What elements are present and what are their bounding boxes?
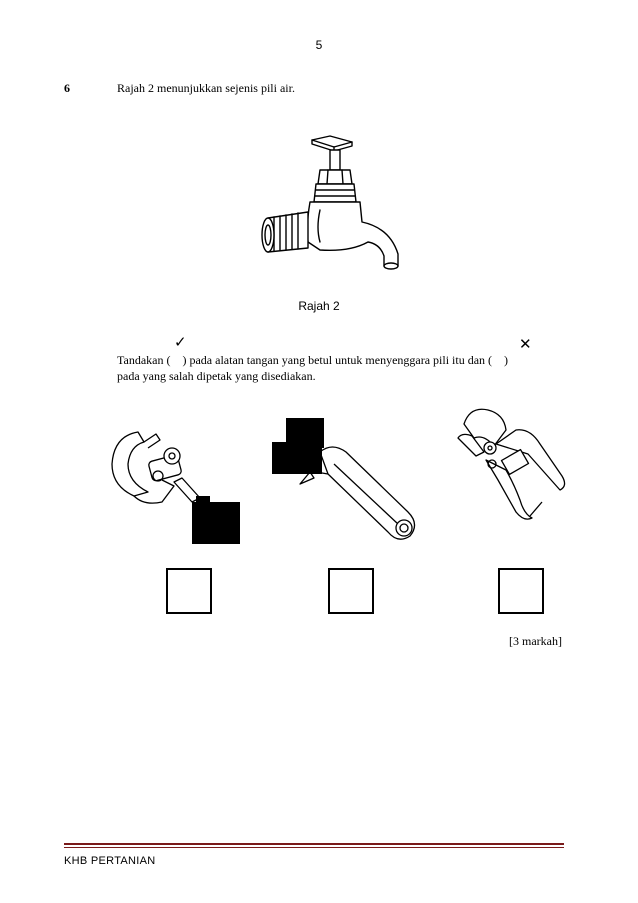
instruction-line-2: pada yang salah dipetak yang disediakan.: [117, 369, 316, 383]
footer-rule: [64, 843, 564, 845]
footer-rule-thin: [64, 847, 564, 848]
answer-box-2[interactable]: [328, 568, 374, 614]
figure-caption: Rajah 2: [298, 299, 340, 313]
pipe-shears-illustration: [450, 404, 575, 529]
pipe-cutter-illustration: [100, 420, 250, 545]
instruction-part1: Tandakan (: [117, 353, 171, 367]
adjustable-wrench-illustration: [270, 412, 430, 547]
answer-box-3[interactable]: [498, 568, 544, 614]
cross-icon: ✕: [519, 335, 532, 353]
question-text: Rajah 2 menunjukkan sejenis pili air.: [117, 81, 295, 95]
instruction-part2: ) pada alatan tangan yang betul untuk menyenggara pili itu dan (: [182, 353, 493, 367]
page-number: 5: [315, 38, 323, 52]
question-number: 6: [64, 81, 70, 95]
marks-label: [3 markah]: [509, 634, 562, 648]
answer-box-1[interactable]: [166, 568, 212, 614]
footer-text: KHB PERTANIAN: [64, 855, 156, 867]
instruction-part3: ): [504, 353, 509, 367]
water-tap-illustration: [250, 130, 420, 275]
tick-icon: ✓: [174, 333, 187, 351]
instruction-line-1: [117, 352, 508, 368]
